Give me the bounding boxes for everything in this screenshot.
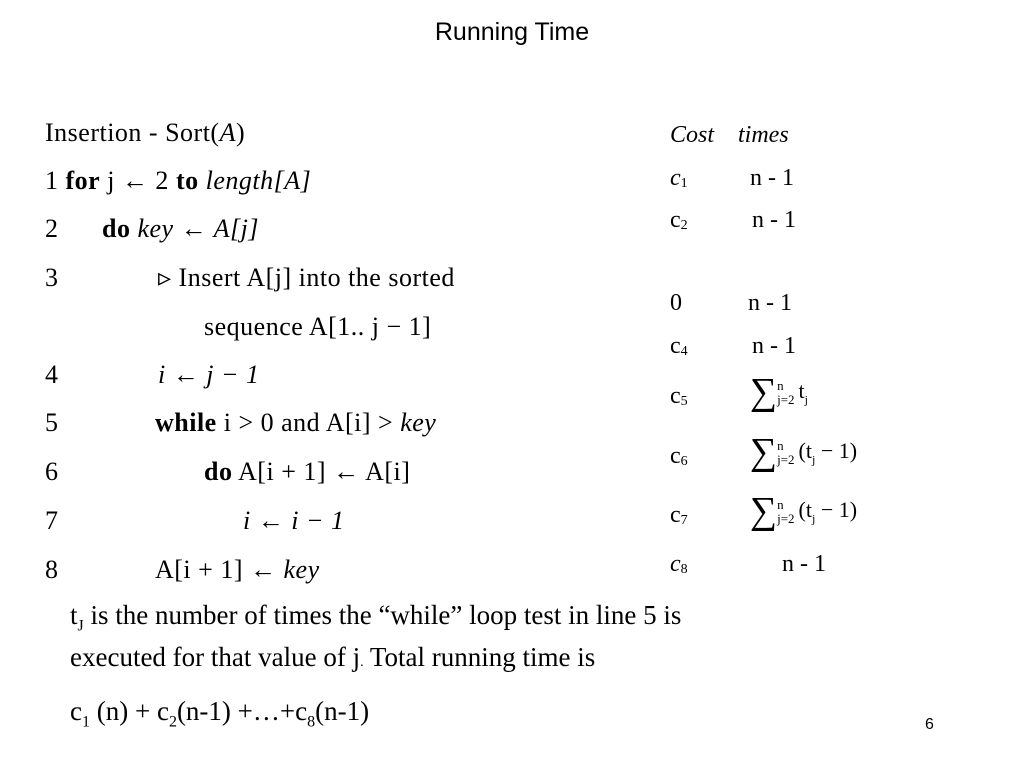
times-row-1: n - 1 [750, 165, 794, 191]
code-text: A[i + 1] ← A[i] [232, 457, 411, 486]
formula-part: (n-1) [315, 696, 370, 726]
algorithm-header [45, 118, 245, 148]
keyword-to: to [175, 166, 199, 195]
sum-top: n [777, 377, 784, 393]
times-row-5 [750, 370, 808, 414]
code-text: A[i + 1] ← [155, 555, 284, 584]
cost-symbol: 0 [670, 290, 682, 316]
note-text: Total running time is [363, 642, 596, 672]
sum-bottom: j=2 [777, 510, 795, 526]
sum-term-subscript: j [812, 452, 816, 467]
formula-part: (n) + c [89, 696, 169, 726]
cost-symbol: c [670, 165, 681, 191]
code-text: j ← 2 [100, 166, 176, 195]
cost-row-6 [670, 443, 688, 470]
cost-symbol: c [670, 333, 681, 359]
cost-row-1 [670, 165, 688, 192]
line-number: 1 [45, 166, 59, 195]
line-number: 7 [45, 506, 59, 535]
comment-text: ▹ Insert A[j] into the sorted [158, 263, 455, 292]
line-number: 4 [45, 360, 59, 389]
cost-row-5 [670, 383, 688, 410]
cost-symbol: c [670, 207, 681, 233]
formula-part: c [70, 696, 82, 726]
cost-subscript: 1 [680, 176, 688, 191]
line-number: 5 [45, 408, 59, 437]
times-row-3: n - 1 [748, 290, 792, 316]
sum-term-tail: − 1) [815, 438, 858, 463]
line-number: 3 [45, 263, 59, 292]
sum-term-subscript: j [812, 511, 816, 526]
code-text: i ← i − 1 [243, 506, 345, 535]
times-row-6 [750, 430, 857, 474]
code-text: i > 0 and A[i] > [216, 408, 401, 437]
sigma-icon: ∑ [750, 431, 778, 473]
cost-row-8 [670, 551, 688, 578]
line-number: 6 [45, 457, 59, 486]
cost-row-3 [670, 290, 682, 317]
sum-limits [777, 379, 794, 407]
sigma-icon: ∑ [750, 371, 778, 413]
formula-part: (n-1) +…+c [176, 696, 308, 726]
code-italic: key [137, 214, 174, 243]
sum-top: n [777, 437, 784, 453]
cost-subscript: 4 [680, 344, 688, 359]
sum-term-tail: − 1) [815, 497, 858, 522]
sum-bottom: j=2 [777, 391, 795, 407]
cost-subscript: 6 [680, 454, 688, 469]
code-line-1 [45, 166, 311, 196]
note-t: t [70, 600, 78, 630]
cost-symbol: c [670, 443, 681, 469]
times-row-2: n - 1 [752, 207, 796, 233]
code-text [199, 166, 206, 195]
sum-term: (t [798, 438, 812, 463]
cost-row-2 [670, 207, 688, 234]
code-line-3-cont: sequence A[1.. j − 1] [204, 312, 432, 341]
formula-subscript: 8 [307, 713, 316, 731]
cost-subscript: 7 [680, 513, 688, 528]
keyword-do: do [204, 457, 233, 486]
keyword-do: do [102, 214, 131, 243]
page-number: 6 [925, 716, 934, 733]
cost-header [670, 122, 789, 149]
cost-header-cost: Cost [670, 122, 715, 148]
cost-row-4 [670, 333, 688, 360]
cost-header-times: times [738, 122, 789, 148]
note-text: executed for that value of j [70, 642, 361, 672]
line-number: 8 [45, 555, 59, 584]
note-text: is the number of times the “while” loop test in line 5 is [83, 600, 682, 630]
code-italic: length [205, 166, 274, 195]
times-row-8: n - 1 [782, 551, 826, 577]
sum-term-subscript: j [804, 392, 809, 407]
cost-symbol: c [670, 551, 681, 577]
note-t-subscript: J [77, 617, 84, 635]
note-line-1 [70, 600, 681, 635]
sigma-icon: ∑ [750, 490, 778, 532]
code-text: ← A[j] [173, 214, 259, 243]
code-italic: key [283, 555, 320, 584]
code-italic: key [400, 408, 437, 437]
times-row-7 [750, 489, 857, 533]
sum-term: (t [798, 497, 812, 522]
algorithm-close: ) [235, 118, 246, 147]
sum-top: n [777, 496, 784, 512]
formula-subscript: 1 [81, 713, 90, 731]
sum-limits [777, 439, 794, 467]
slide-title: Running Time [434, 18, 590, 46]
cost-row-7 [670, 502, 688, 529]
times-row-4: n - 1 [752, 333, 796, 359]
cost-subscript: 5 [680, 394, 688, 409]
note-line-2 [70, 642, 595, 673]
cost-symbol: c [670, 383, 681, 409]
cost-subscript: 8 [680, 562, 688, 577]
algorithm-name: Insertion - Sort( [45, 118, 220, 147]
note-dot: . [360, 655, 364, 670]
sum-bottom: j=2 [777, 451, 795, 467]
cost-symbol: c [670, 502, 681, 528]
line-number: 2 [45, 214, 59, 243]
keyword-for: for [65, 166, 101, 195]
sum-limits [777, 498, 794, 526]
code-text: [A] [273, 166, 312, 195]
formula-subscript: 2 [168, 713, 177, 731]
cost-subscript: 2 [680, 218, 688, 233]
code-text: i ← j − 1 [158, 360, 260, 389]
keyword-while: while [155, 408, 217, 437]
algorithm-arg: A [219, 118, 236, 147]
total-formula [70, 696, 369, 731]
sum-term: t [798, 378, 805, 403]
